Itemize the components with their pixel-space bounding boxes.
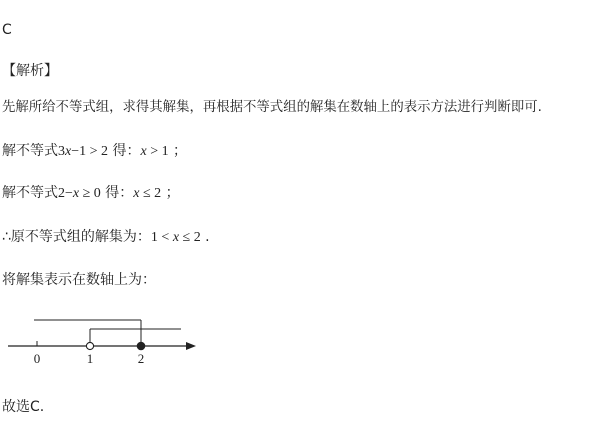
number-line-diagram bbox=[0, 300, 220, 372]
conclusion-prefix: 故选 bbox=[2, 399, 30, 415]
conclusion-letter: C bbox=[30, 399, 40, 415]
answer-letter: C bbox=[2, 22, 12, 38]
conclusion bbox=[2, 398, 44, 416]
step-2-mid: 得： bbox=[100, 185, 134, 201]
conclusion-end: . bbox=[39, 399, 45, 415]
closed-point-marker bbox=[137, 342, 145, 350]
step-2-result: x ≤ 2 bbox=[133, 186, 162, 201]
step-3 bbox=[2, 228, 210, 247]
tick-label-1: 1 bbox=[86, 351, 94, 366]
step-1-inequality: 3x−1 > 2 bbox=[58, 144, 109, 159]
step-2-prefix: 解不等式 bbox=[2, 185, 58, 201]
intro-text: 先解所给不等式组，求得其解集，再根据不等式组的解集在数轴上的表示方法进行判断即可. bbox=[2, 100, 542, 115]
tick-label-2: 2 bbox=[137, 351, 145, 366]
axis-arrow bbox=[186, 342, 196, 350]
step-1-result: x > 1 bbox=[140, 144, 169, 159]
step-3-end: . bbox=[200, 229, 210, 245]
step-2 bbox=[2, 184, 180, 203]
step-3-prefix: ∴原不等式组的解集为： bbox=[2, 229, 151, 245]
tick-label-0: 0 bbox=[33, 351, 41, 366]
step-2-inequality: 2−x ≥ 0 bbox=[58, 186, 101, 201]
analysis-heading: 【解析】 bbox=[2, 63, 58, 79]
step-2-end: ； bbox=[161, 185, 180, 201]
open-point-marker bbox=[86, 342, 93, 349]
step-1 bbox=[2, 142, 187, 161]
step-1-mid: 得： bbox=[108, 143, 141, 159]
step-1-end: ； bbox=[168, 143, 188, 159]
step-3-solution: 1 < x ≤ 2 bbox=[150, 230, 201, 245]
step-4: 将解集表示在数轴上为： bbox=[2, 272, 156, 288]
step-1-prefix: 解不等式 bbox=[2, 143, 58, 159]
